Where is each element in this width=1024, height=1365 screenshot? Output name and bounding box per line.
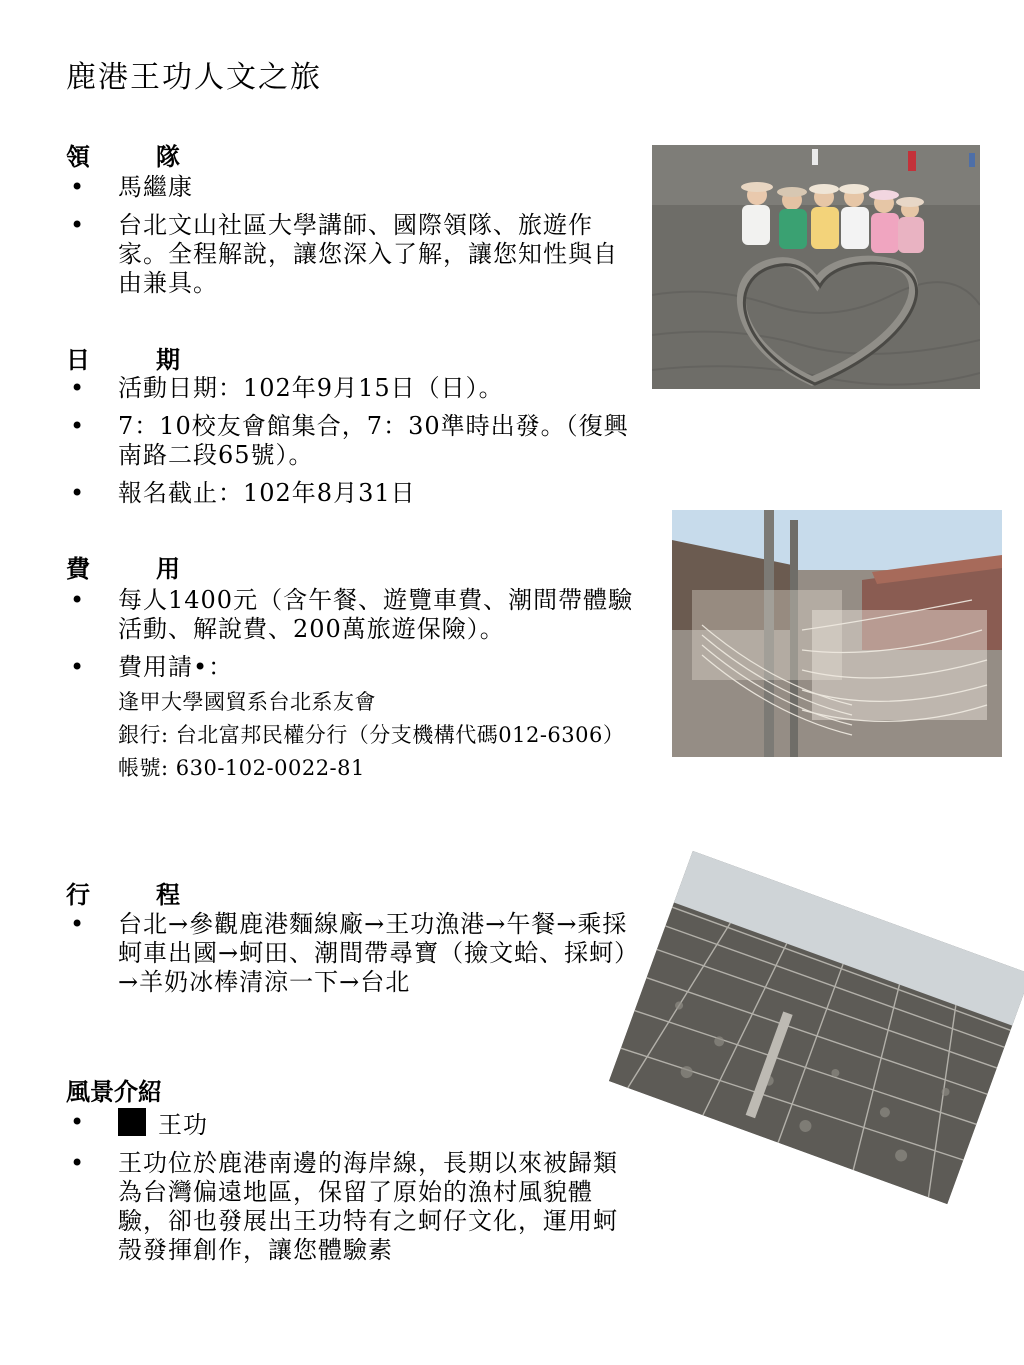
account-number: 帳號: 630-102-0022-81 — [118, 756, 365, 780]
list-item: • 每人1400元（含午餐、遊覽車費、潮間帶體驗活動、解說費、200萬旅遊保險）。 — [66, 586, 636, 644]
list-item — [66, 653, 636, 781]
section-heading-date: 日 期 — [66, 345, 180, 374]
bank-info: 銀行: 台北富邦民權分行（分支機構代碼012-6306） — [118, 723, 625, 747]
list-item: • 王功位於鹿港南邊的海岸線，長期以來被歸類為台灣偏遠地區，保留了原始的漁村風貌體驗，卻也發展出王功特有之蚵仔文化，運用蚵殼發揮創作，讓您體驗素 — [66, 1149, 636, 1265]
page-title: 鹿港王功人文之旅 — [66, 60, 322, 95]
list-item: • 台北→參觀鹿港麵線廠→王功漁港→午餐→乘採蚵車出國→蚵田、潮間帶尋寶（撿文蛤、採蚵）→羊奶冰棒清涼一下→台北 — [66, 910, 636, 997]
leader-list — [66, 173, 636, 307]
section-heading-leader: 領 隊 — [66, 142, 180, 171]
section-heading-fee: 費 用 — [66, 554, 180, 583]
list-item: • 王功 — [66, 1108, 636, 1140]
payment-label: • 費用請•： — [118, 653, 234, 681]
beach-heart-photo — [652, 145, 980, 389]
section-heading-itinerary: 行 程 — [66, 880, 180, 909]
itinerary-list — [66, 910, 636, 1006]
square-bullet-icon — [118, 1108, 146, 1136]
list-item: • 馬繼康 — [66, 173, 636, 202]
list-item: • 報名截止：102年8月31日 — [66, 479, 636, 508]
list-item: • 台北文山社區大學講師、國際領隊、旅遊作家。全程解說，讓您深入了解，讓您知性與自由兼具。 — [66, 211, 636, 298]
scenery-list — [66, 1108, 636, 1274]
account-name: 逢甲大學國貿系台北系友會 — [118, 690, 376, 714]
noodle-drying-photo — [672, 510, 1002, 757]
fee-list — [66, 586, 636, 790]
section-heading-scenery: 風景介紹 — [66, 1077, 162, 1106]
date-list — [66, 374, 636, 517]
list-item: • 活動日期：102年9月15日（日）。 — [66, 374, 636, 403]
list-item: • 7：10校友會館集合，7：30準時出發。（復興南路二段65號）。 — [66, 412, 636, 470]
oyster-field-photo — [609, 851, 1024, 1204]
